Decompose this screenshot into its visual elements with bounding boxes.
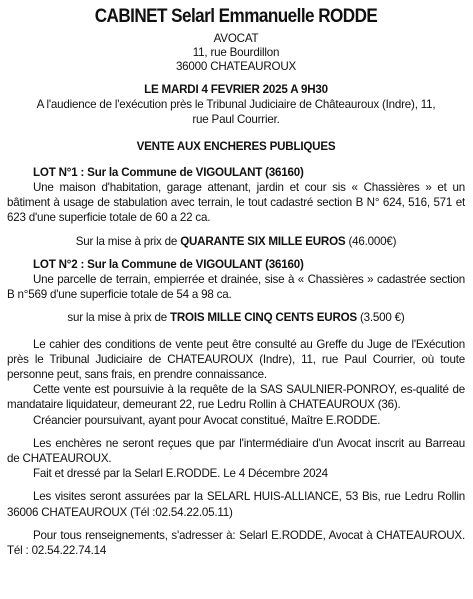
lot1-price-prefix: Sur la mise à prix de [75, 234, 181, 248]
firm-city: 36000 CHATEAUROUX [175, 60, 297, 73]
hearing-date: LE MARDI 4 FEVRIER 2025 A 9H30 [144, 83, 328, 96]
lot2-description: Une parcelle de terrain, empierrée et drainée, sise à « Chassières » cadastrée section B n°569 d'une superficie totale de 54 a 98 ca. [7, 273, 465, 302]
bids-paragraph: Les enchères ne seront reçues que par l'intermédiaire d'un Avocat inscrit au Barreau de CHATEAUROUX. [7, 436, 465, 466]
lot2-price-prefix: sur la mise à prix de [67, 311, 170, 325]
lot1-description: Une maison d'habitation, garage attenant, jardin et cour sis « Chassières » et un bâtiment à usage de stabulation avec terrain, le tout cadastré section B N° 624, 516, 571 et 623 d'une superficie totale de 60 a 22 ca. [7, 181, 465, 225]
lot1-price [7, 234, 465, 249]
lot2-price-words: TROIS MILLE CINQ CENTS EUROS [169, 311, 357, 325]
lot1-heading: LOT N°1 : Sur la Commune de VIGOULANT (36160) [33, 165, 304, 179]
visits-paragraph: Les visites seront assurées par la SELARL HUIS-ALLIANCE, 53 Bis, rue Ledru Rollin 36006 CHATEAUROUX (Tél :02.54.22.05.11) [7, 490, 465, 519]
lot2-price [7, 310, 465, 325]
sale-title: VENTE AUX ENCHERES PUBLIQUES [136, 139, 336, 153]
conditions-paragraph-2: Cette vente est poursuivie à la requête de la SAS SAULNIER-PONROY, es-qualité de mandataire liquidateur, demeurant 22, rue Ledru Rollin à CHATEAUROUX (36). [7, 383, 465, 412]
info-paragraph: Pour tous renseignements, s'adresser à: Selarl E.RODDE, Avocat à CHATEAUROUX. Tél : 02.54.22.74.14 [7, 528, 465, 558]
firm-street: 11, rue Bourdillon [192, 46, 280, 59]
lot1-price-words: QUARANTE SIX MILLE EUROS [180, 234, 346, 248]
conditions-paragraph-3: Créancier poursuivant, ayant pour Avocat constitué, Maître E.RODDE. [33, 413, 381, 427]
conditions-paragraph-1: Le cahier des conditions de vente peut être consulté au Greffe du Juge de l'Exécution près le Tribunal Judiciaire de CHATEAUROUX (Indre), 11, rue Paul Courrier, où toute personne peut, sans frais, en prendre connaissance. [7, 337, 465, 382]
lot2-heading: LOT N°2 : Sur la Commune de VIGOULANT (36160) [33, 257, 304, 271]
firm-address [7, 32, 465, 74]
lot2-price-figure: (3.500 €) [356, 311, 405, 325]
hearing-location-line1: A l'audience de l'exécution près le Tribunal Judiciaire de Châteauroux (Indre), 11, [36, 98, 436, 112]
hearing-location-line2: rue Paul Courrier. [192, 113, 280, 127]
lot1-price-figure: (46.000€) [345, 234, 397, 248]
firm-title: CABINET Selarl Emmanuelle RODDE [94, 6, 378, 27]
firm-role: AVOCAT [213, 32, 259, 45]
signature-line: Fait et dressé par la Selarl E.RODDE. Le 4 Décembre 2024 [33, 467, 328, 481]
